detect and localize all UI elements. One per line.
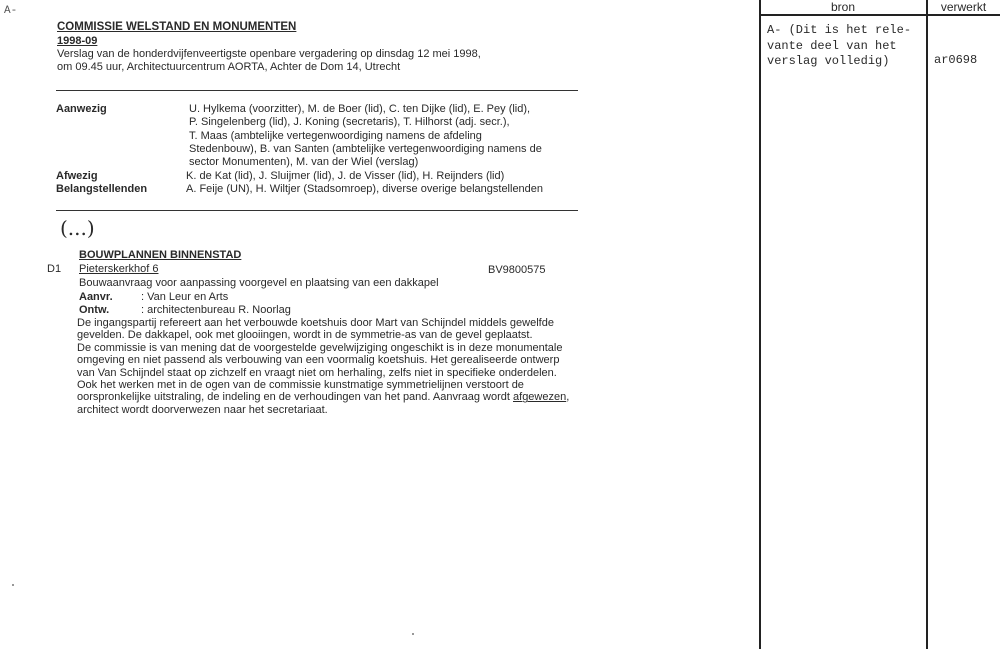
designer-value: : architectenbureau R. Noorlag — [141, 304, 291, 316]
body-paragraph-1: De ingangspartij refereert aan het verbouwde koetshuis door Mart van Schijndel middels gewelfde gevelden. De dakkapel, ook met glooiingen, wordt in de symmetrie-as van de gevel geplaatst. — [77, 317, 554, 342]
intro-line-2: om 09.45 uur, Architectuurcentrum AORTA, Achter de Dom 14, Utrecht — [57, 61, 401, 73]
paragraph-2-tail: , architect wordt doorverwezen naar het secretariaat. — [77, 391, 570, 416]
applicant-value: : Van Leur en Arts — [141, 291, 229, 303]
item-address: Pieterskerkhof 6 — [79, 263, 159, 275]
present-line: U. Hylkema (voorzitter), M. de Boer (lid), C. ten Dijke (lid), E. Pey (lid), — [189, 103, 531, 115]
column-header-bron: bron — [830, 0, 856, 14]
designer-label: Ontw. — [79, 304, 110, 316]
section-heading: BOUWPLANNEN BINNENSTAD — [79, 249, 242, 261]
column-header-verwerkt: verwerkt — [940, 0, 987, 14]
intro-line-1: Verslag van de honderdvijfenveertigste openbare vergadering op dinsdag 12 mei 1998, — [57, 48, 481, 60]
body-paragraph-2 — [77, 342, 577, 416]
table-header-rule — [759, 14, 1000, 16]
absent-list: K. de Kat (lid), J. Sluijmer (lid), J. de Visser (lid), H. Reijnders (lid) — [186, 170, 505, 182]
item-code: D1 — [47, 263, 62, 275]
item-body — [77, 317, 577, 416]
document-title: COMMISSIE WELSTAND EN MONUMENTEN — [57, 21, 297, 33]
bron-note-line: vante deel van het — [767, 38, 897, 53]
item-subject: Bouwaanvraag voor aanpassing voorgevel en plaatsing van een dakkapel — [79, 277, 439, 289]
omission-marker: (...) — [60, 216, 95, 240]
decision-word: afgewezen — [513, 391, 567, 404]
table-line-middle — [926, 0, 928, 649]
item-reference: BV9800575 — [488, 264, 546, 276]
applicant-label: Aanvr. — [79, 291, 113, 303]
scan-speck — [12, 584, 14, 586]
present-line: T. Maas (ambtelijke vertegenwoordiging namens de afdeling — [189, 129, 482, 142]
corner-mark: A- — [4, 5, 18, 17]
designer-row — [79, 304, 291, 316]
present-line: Stedenbouw), B. van Santen (ambtelijke vertegenwoordiging namens de — [189, 142, 542, 155]
scan-speck — [412, 633, 414, 635]
bron-note — [767, 23, 911, 70]
bron-note-line: verslag volledig) — [767, 54, 890, 68]
present-line: P. Singelenberg (lid), J. Koning (secretaris), T. Hilhorst (adj. secr.), — [189, 116, 510, 129]
present-list — [189, 103, 542, 169]
divider-bottom — [56, 210, 578, 211]
stakeholders-list: A. Feije (UN), H. Wiltjer (Stadsomroep), diverse overige belangstellenden — [186, 183, 544, 195]
absent-label: Afwezig — [56, 170, 98, 182]
applicant-row — [79, 291, 228, 303]
divider-top — [56, 90, 578, 91]
stakeholders-label: Belangstellenden — [56, 183, 148, 195]
present-line: sector Monumenten), M. van der Wiel (verslag) — [189, 156, 419, 169]
verwerkt-code: ar0698 — [934, 53, 978, 67]
meeting-number: 1998-09 — [57, 35, 98, 47]
present-label: Aanwezig — [56, 103, 107, 115]
paragraph-2-text: De commissie is van mening dat de voorgestelde gevelwijziging ongeschikt is in deze monumentale omgeving en niet passend als verbouwing van een voormalig koetshuis. Het gerealiseerde ontwerp van Van Schijndel staat op zichzelf en vraagt niet om herhaling, zelfs niet in specifieke onderdelen. Ook het werken met in de ogen van de commissie kunstmatige symmetrielijnen verstoort de oorspronkelijke uitstraling, de indeling en de verhoudingen van het pand. Aanvraag wordt — [77, 341, 563, 404]
bron-note-line: A- (Dit is het rele- — [767, 23, 912, 37]
table-line-left — [759, 0, 761, 649]
